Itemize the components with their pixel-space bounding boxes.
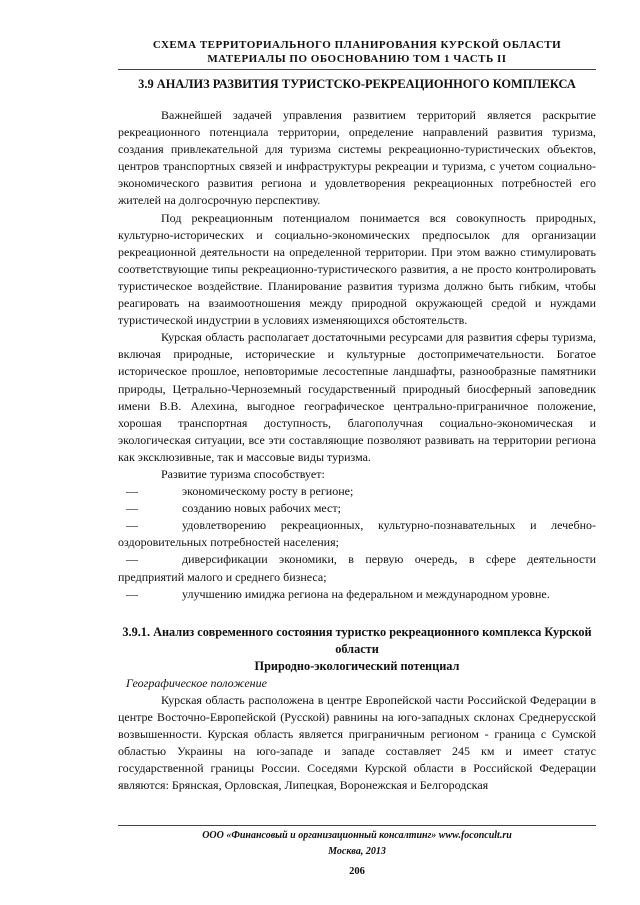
paragraph-2: Под рекреационным потенциалом понимается вся совокупность природных, культурно-исторических и социально-экономических предпосылок для организации рекреационной деятельности на определенной территории. При этом важно стимулировать соответствующие типы рекреационно-туристического развития, а не просто контролировать туристическое воздействие. Планирование развития туризма должно быть гибким, чтобы реагировать на взаимоотношения между природной окружающей средой и нуждами туристической индустрии в условиях изменяющихся обстоятельств. — [118, 210, 596, 328]
header-rule — [118, 69, 596, 70]
running-header-line-2: МАТЕРИАЛЫ ПО ОБОСНОВАНИЮ ТОМ 1 ЧАСТЬ II — [207, 53, 507, 65]
paragraph-1: Важнейшей задачей управления развитием территорий является раскрытие рекреационного потенциала территории, определение направлений развития туризма, создания привлекательной для туризма системы рекреационно-туристических объектов, центров транспортных связей и инфраструктуры рекреации и туризма, с учетом социально-экономического развития региона и удовлетворения рекреационных потребностей его жителей на долгосрочную перспективу. — [118, 108, 596, 208]
footer-rule — [118, 825, 596, 826]
section-title: 3.9 АНАЛИЗ РАЗВИТИЯ ТУРИСТСКО-РЕКРЕАЦИОННОГО КОМПЛЕКСА — [138, 77, 576, 91]
list-intro: Развитие туризма способствует: — [161, 466, 325, 481]
subsubsection-title: Природно-экологический потенциал — [254, 658, 460, 673]
list-item — [118, 500, 596, 517]
list-item — [118, 517, 596, 551]
list-dash: — — [126, 586, 138, 601]
list-dash: — — [126, 518, 138, 533]
list-item — [118, 586, 596, 603]
page-content — [118, 38, 596, 794]
list-dash: — — [126, 484, 138, 499]
running-header-line-1: СХЕМА ТЕРРИТОРИАЛЬНОГО ПЛАНИРОВАНИЯ КУРСКОЙ ОБЛАСТИ — [152, 39, 562, 51]
list-dash: — — [126, 501, 138, 516]
list-item-text: улучшению имиджа региона на федеральном и международном уровне. — [182, 586, 550, 601]
subsection-title: 3.9.1. Анализ современного состояния туристко рекреационного комплекса Курской области — [122, 624, 592, 656]
list-item — [118, 483, 596, 500]
list-item-text: удовлетворению рекреационных, культурно-познавательных и лечебно-оздоровительных потребностей населения; — [118, 518, 596, 550]
footer-line-2: Москва, 2013 — [328, 846, 386, 857]
paragraph-3: Курская область располагает достаточными ресурсами для развития сферы туризма, включая природные, исторические и культурные достопримечательности. Богатое историческое прошлое, неповторимые лесостепные ландшафты, разнообразные памятники природы, Цетрально-Черноземный государственный природный биосферный заповедник имени В.В. Алехина, выгодное географическое центрально-приграничное положение, хорошая транспортная доступность, благополучная социально-экономическая и экологическая ситуации, все эти составляющие позволяют развивать на территории региона как эксклюзивные, так и массовые виды туризма. — [118, 330, 596, 464]
list-item-text: диверсификации экономики, в первую очередь, в сфере деятельности предприятий малого и среднего бизнеса; — [118, 552, 596, 584]
page-number: 206 — [349, 866, 365, 877]
list-item-text: созданию новых рабочих мест; — [182, 501, 341, 516]
geo-heading: Географическое положение — [126, 675, 267, 690]
list-dash: — — [126, 552, 138, 567]
geo-paragraph: Курская область расположена в центре Европейской части Российской Федерации в центре Восточно-Европейской (Русской) равнины на юго-западных склонах Среднерусской возвышенности. Курская область является приграничным регионом - граница с Сумской областью Украины на юго-западе и западе составляет 245 км и имеет статус государственной границы России. Соседями Курской области в Российской Федерации являются: Брянская, Орловская, Липецкая, Воронежская и Белгородская — [118, 692, 596, 793]
list-item-text: экономическому росту в регионе; — [182, 484, 354, 499]
list-item — [118, 551, 596, 585]
footer-line-1: ООО «Финансовый и организационный консалтинг» www.foconcult.ru — [202, 830, 512, 841]
page-footer — [118, 825, 596, 878]
